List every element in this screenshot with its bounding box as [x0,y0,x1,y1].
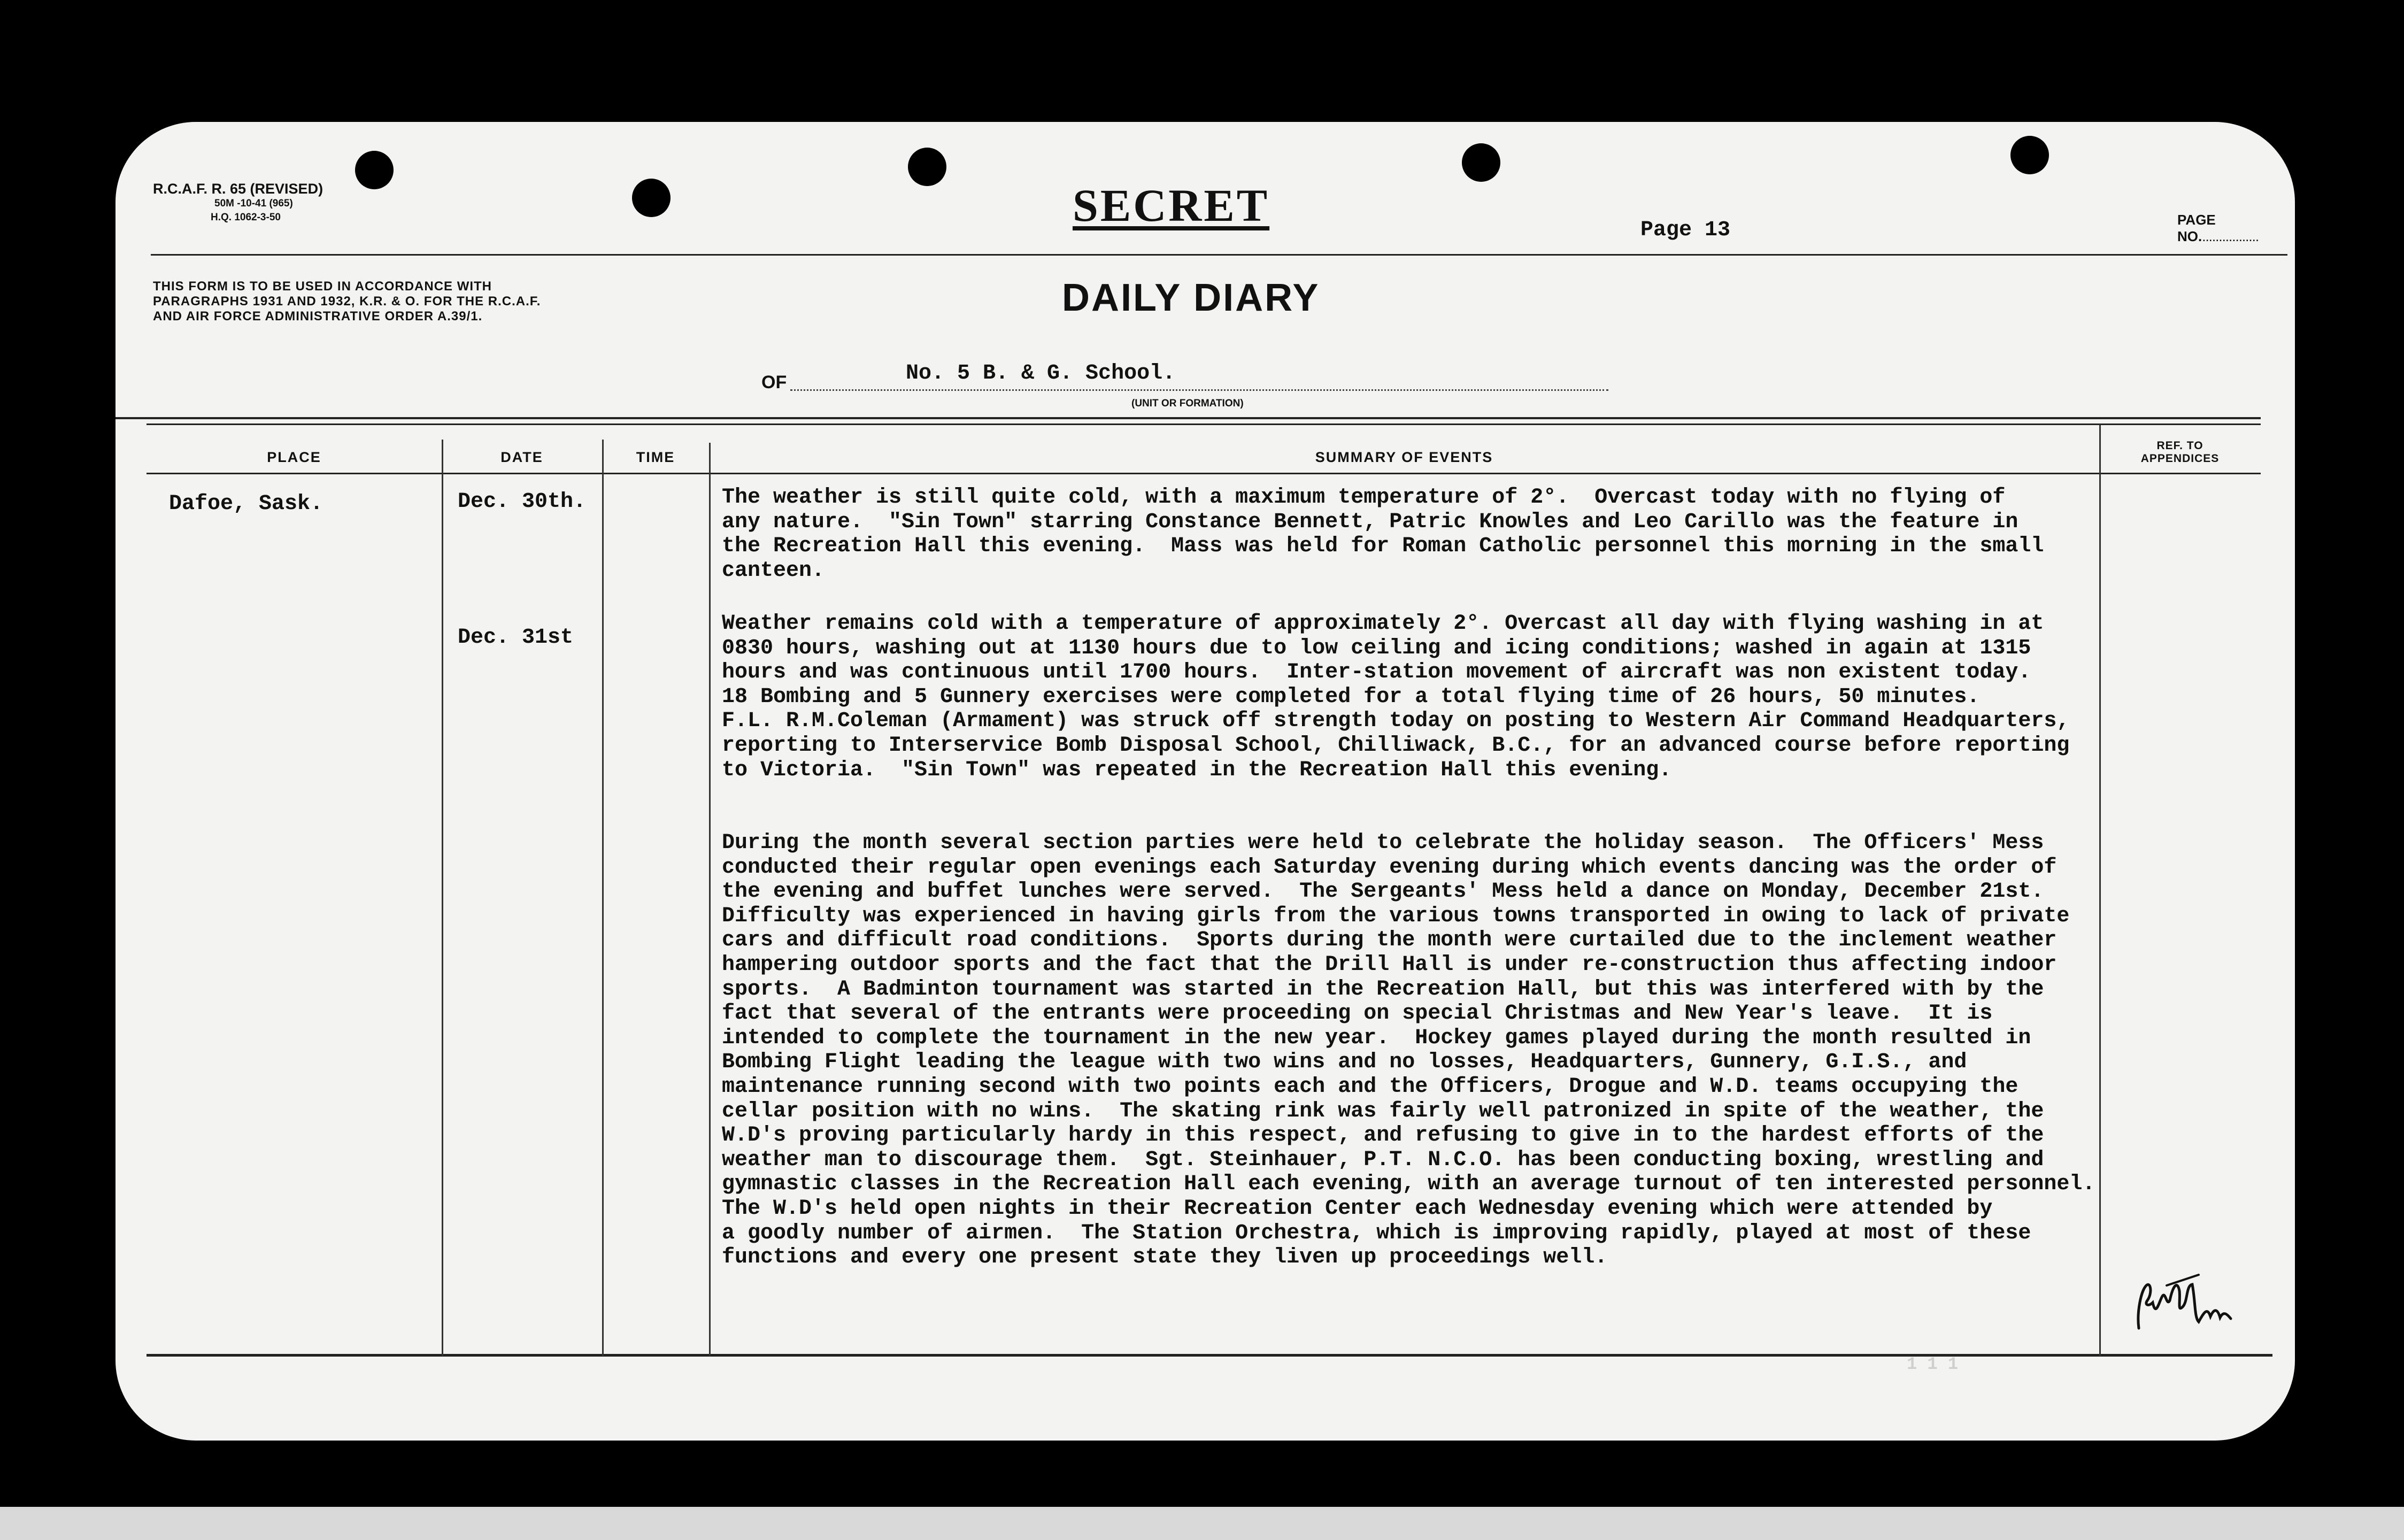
entry-place: Dafoe, Sask. [169,492,323,516]
unit-caption: (UNIT OR FORMATION) [1131,398,1244,409]
column-divider-time [709,443,711,1356]
summary-line: W.D's proving particularly hardy in this respect, and refusing to give in to the hardest efforts of the [722,1123,2044,1148]
summary-line: intended to complete the tournament in the new year. Hockey games played during the month resulted in [722,1026,2031,1050]
summary-line: fact that several of the entrants were proceeding on special Christmas and New Year's leave. It is [722,1002,1993,1026]
summary-line: conducted their regular open evenings each Saturday evening during which events dancing was the order of [722,855,2057,880]
column-header-time: TIME [636,449,675,465]
summary-line: Weather remains cold with a temperature of approximately 2°. Overcast all day with flying washing in at [722,612,2044,636]
punch-hole [632,179,671,217]
unit-dotted-line [790,389,1608,391]
summary-line: gymnastic classes in the Recreation Hall each evening, with an average turnout of ten interested personnel. [722,1172,2095,1197]
summary-line: F.L. R.M.Coleman (Armament) was struck off strength today on posting to Western Air Command Headquarters, [722,709,2070,734]
summary-line: The weather is still quite cold, with a maximum temperature of 2°. Overcast today with no flying of [722,486,2006,510]
summary-line: 0830 hours, washing out at 1130 hours due to low ceiling and icing conditions; washed in again at 1315 [722,636,2031,660]
column-divider-place [442,440,443,1356]
summary-line: 18 Bombing and 5 Gunnery exercises were completed for a total flying time of 26 hours, 50 minutes. [722,684,1980,709]
column-header-place: PLACE [267,449,321,465]
column-header-summary: SUMMARY OF EVENTS [1315,449,1493,465]
column-divider-date [602,440,604,1356]
entry-date: Dec. 31st [458,626,574,650]
summary-line: the Recreation Hall this evening. Mass was held for Roman Catholic personnel this morning in the small [722,534,2044,559]
summary-line: The W.D's held open nights in their Recreation Center each Wednesday evening which were attended by [722,1196,1993,1221]
summary-line: canteen. [722,558,825,583]
security-classification: SECRET [1073,180,1270,231]
entry-summary [722,486,2044,583]
summary-line: During the month several section parties were held to celebrate the holiday season. The Officers' Mess [722,831,2044,855]
form-code-line2: 50M -10-41 (965) [214,198,293,209]
summary-line: reporting to Interservice Bomb Disposal School, Chilliwack, B.C., for an advanced course before reporting [722,733,2070,758]
summary-line: Difficulty was experienced in having girls from the various towns transported in owing to lack of private [722,904,2070,928]
form-code [153,181,323,225]
column-divider-summary [2099,425,2101,1356]
summary-line: the evening and buffet lunches were served. The Sergeants' Mess held a dance on Monday, December 21st. [722,880,2044,904]
handwritten-signature [2135,1269,2241,1334]
header-rule [151,254,2287,256]
summary-line: a goodly number of airmen. The Station Orchestra, which is improving rapidly, played at most of these [722,1221,2031,1245]
table-top-rule [115,417,2261,419]
punch-hole [355,151,394,189]
column-header-ref-line1: REF. TO [2156,440,2203,452]
column-header-ref-line2: APPENDICES [2140,452,2220,465]
column-header-ref [2099,440,2261,465]
unit-of-label: OF [761,372,787,392]
summary-line: Bombing Flight leading the league with two wins and no losses, Headquarters, Gunnery, G.I.S., and [722,1050,1967,1075]
summary-line: cellar position with no wins. The skating rink was fairly well patronized in spite of the weather, the [722,1099,2044,1123]
summary-line: weather man to discourage them. Sgt. Steinhauer, P.T. N.C.O. has been conducting boxing, wrestling and [722,1148,2044,1172]
column-header-rule [147,473,2261,474]
scan-bottom-strip [0,1507,2404,1540]
entry-summary [722,612,2069,782]
form-code-line3: H.Q. 1062-3-50 [211,212,281,223]
summary-line: to Victoria. "Sin Town" was repeated in the Recreation Hall this evening. [722,758,1672,782]
punch-hole [908,148,946,186]
summary-line: hours and was continuous until 1700 hours. Inter-station movement of aircraft was non existent today. [722,660,2031,685]
unit-name-typed: No. 5 B. & G. School. [906,361,1176,386]
summary-line: functions and every one present state they liven up proceedings well. [722,1245,1608,1270]
summary-line: cars and difficult road conditions. Sports during the month were curtailed due to the inclement weather [722,928,2057,953]
page-number-label [2177,212,2295,245]
form-instructions: THIS FORM IS TO BE USED IN ACCORDANCE WITH PARAGRAPHS 1931 AND 1932, K.R. & O. FOR THE R.C.A.F. AND AIR FORCE ADMINISTRATIVE ORDER A.39/1. [153,279,541,324]
form-code-line1: R.C.A.F. R. 65 (REVISED) [153,181,323,197]
punch-hole [2010,136,2049,174]
summary-line: any nature. "Sin Town" starring Constance Bennett, Patric Knowles and Leo Carillo was the feature in [722,510,2018,534]
summary-line: hampering outdoor sports and the fact that the Drill Hall is under re-construction thus affecting indoor [722,952,2057,977]
page-number-typed: Page 13 [1640,218,1731,242]
entry-summary [722,831,2095,1270]
page-number-label-text: PAGE NO. [2177,212,2216,244]
page-number-dots: ................. [2202,228,2259,244]
entry-date: Dec. 30th. [458,490,587,514]
diary-form-card [115,122,2295,1441]
column-header-date: DATE [500,449,543,465]
summary-line: sports. A Badminton tournament was started in the Recreation Hall, but this was interfered with by the [722,977,2044,1002]
table-top-rule-2 [147,424,2261,425]
bleed-through-mark: 1 1 1 [1907,1354,1959,1374]
form-title: DAILY DIARY [1062,276,1320,319]
punch-hole [1462,143,1500,182]
summary-line: maintenance running second with two points each and the Officers, Drogue and W.D. teams occupying the [722,1074,2018,1099]
